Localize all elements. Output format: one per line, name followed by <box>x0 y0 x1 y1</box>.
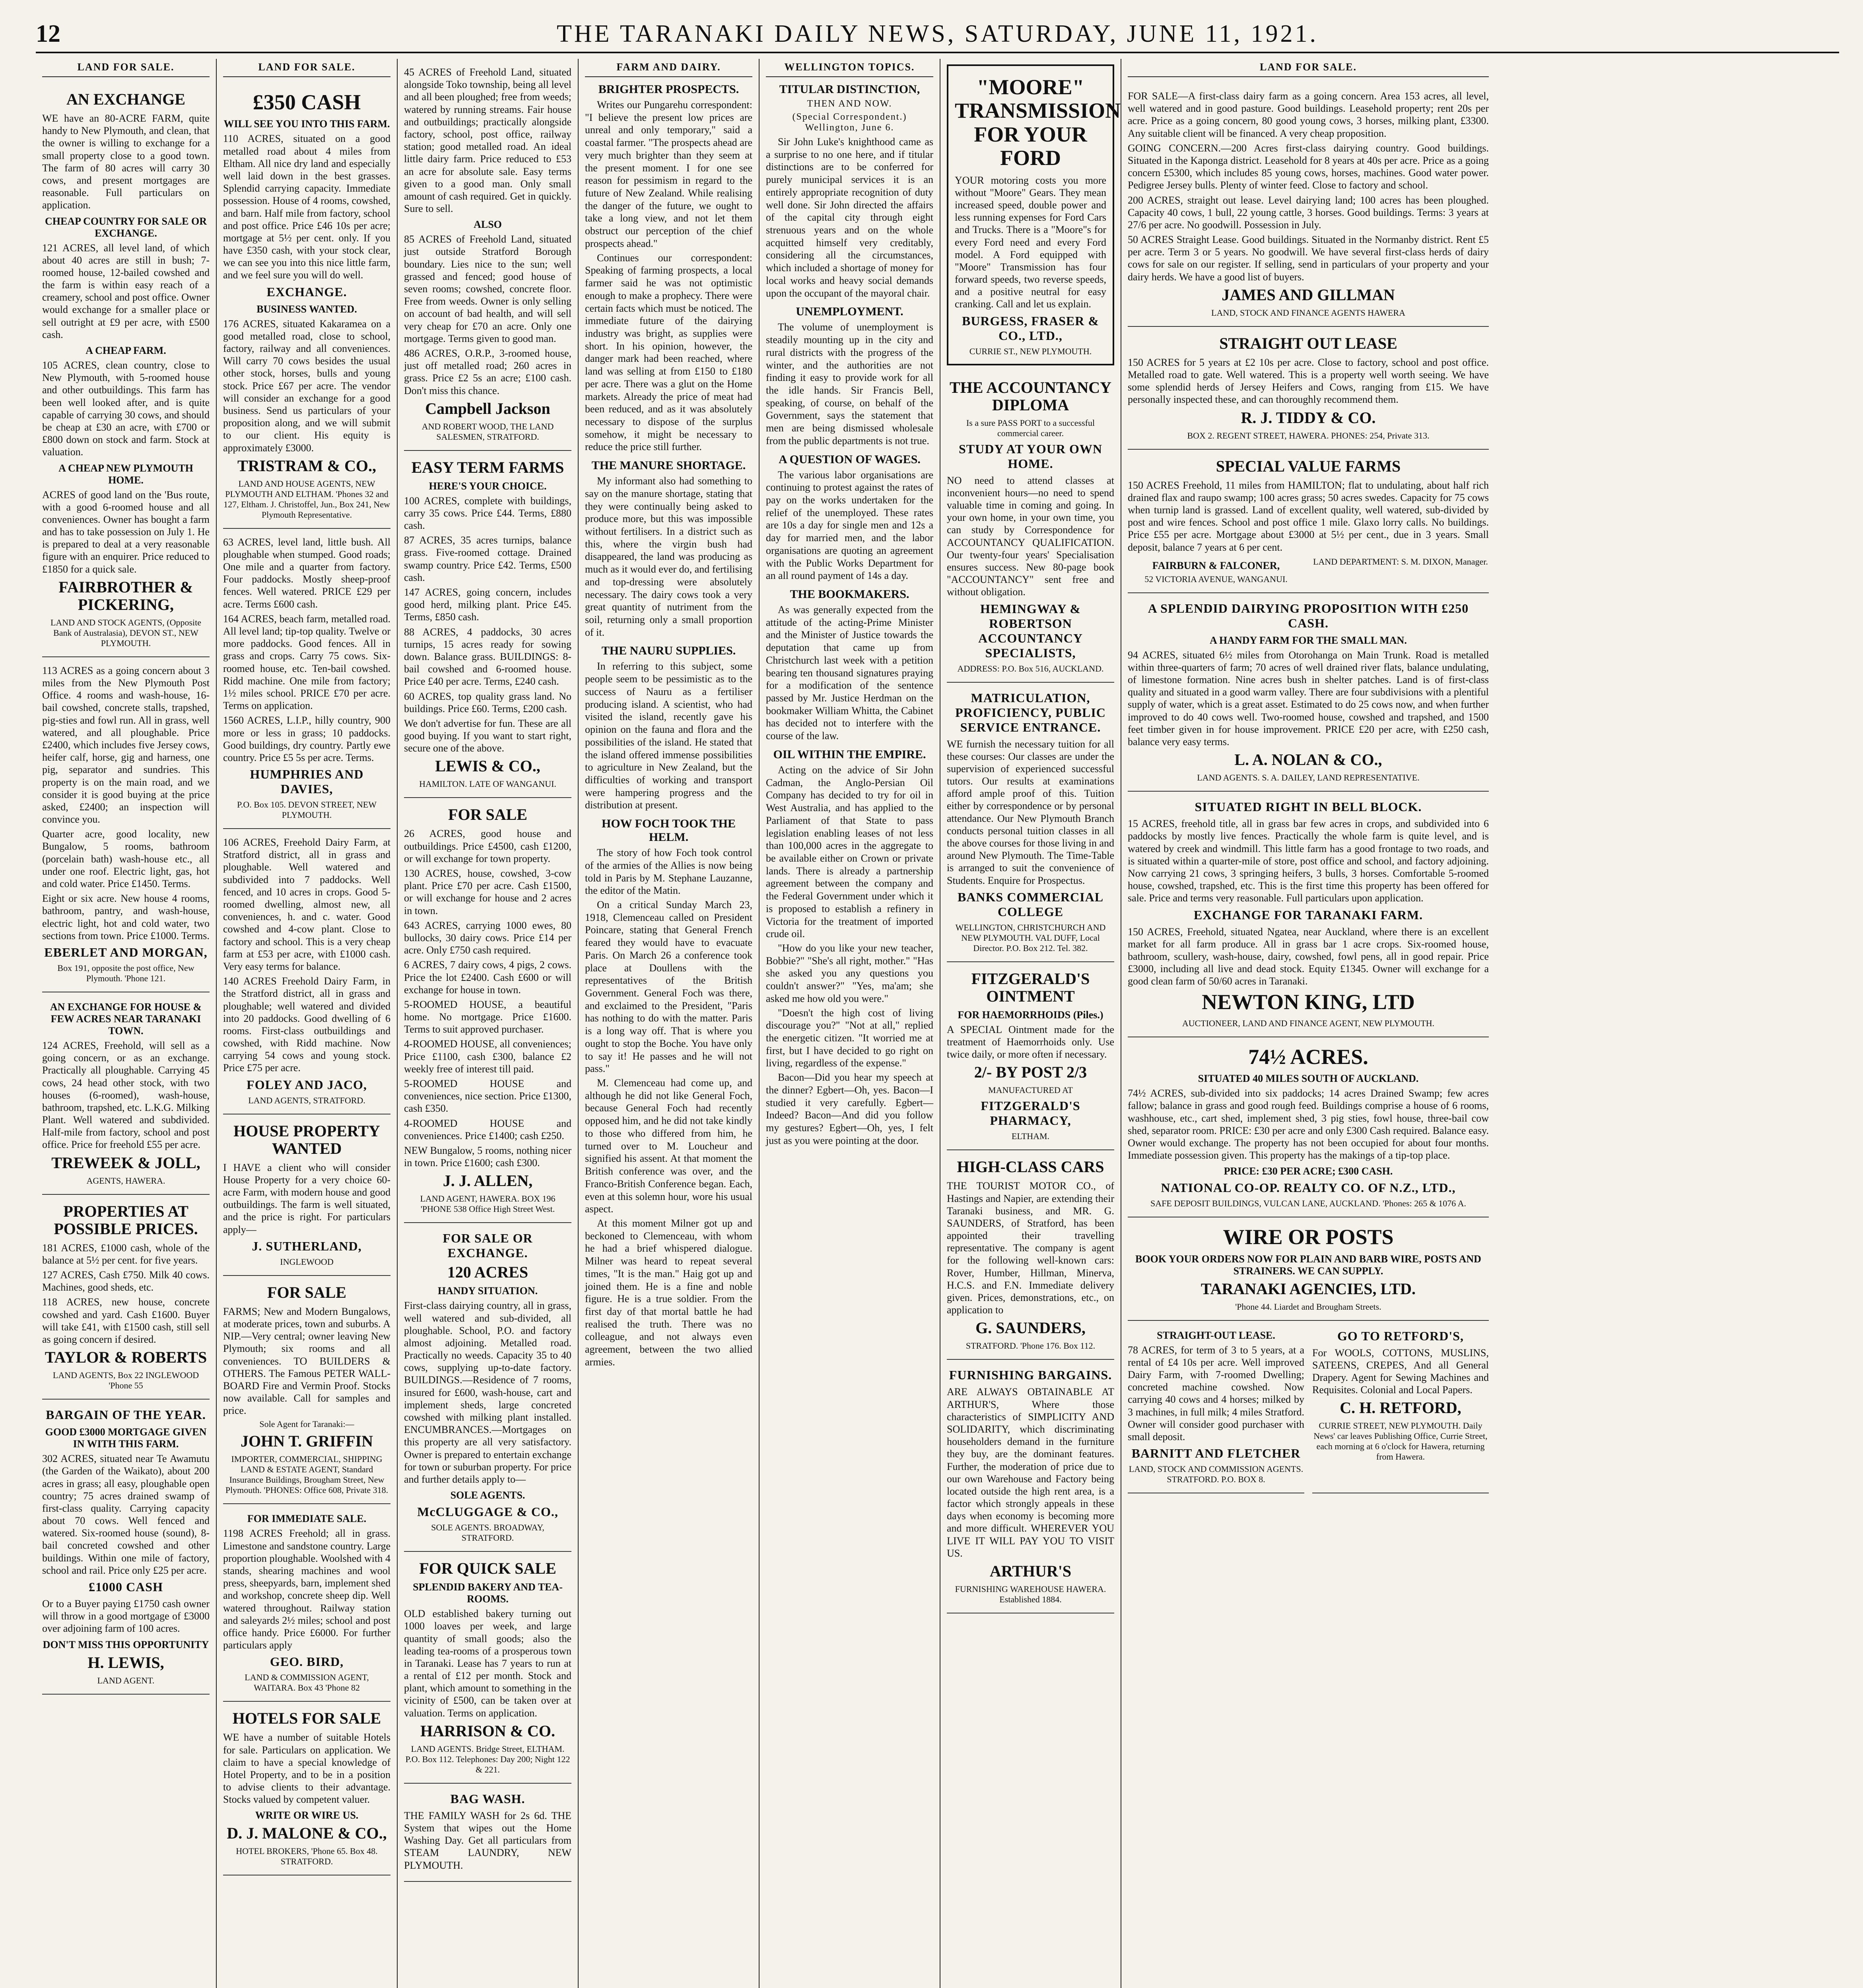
advert-title: SPECIAL VALUE FARMS <box>1216 457 1401 475</box>
article-paragraph: Continues our correspondent: Speaking of farming prospects, a local farmer said he was not optimistic enough to make a prophecy. There were certain facts which must be noticed. The immediate future of the dairying industry was bright, as supplies were short. In his opinion, however, the danger mark had been reached, where land was selling at from £150 to £180 per acre. There was a glut on the Home markets. Already the price of meat had been reduced, and as it was absolutely necessary to dispose of the surplus somehow, it might be necessary to reduce the price still further. <box>585 252 752 453</box>
advert <box>223 83 390 529</box>
advert <box>947 371 1114 683</box>
advert-subtitle: ALSO <box>474 219 502 231</box>
masthead <box>36 16 1839 53</box>
article-heading: OIL WITHIN THE EMPIRE. <box>773 747 926 761</box>
agent-name: BANKS COMMERCIAL COLLEGE <box>957 889 1104 919</box>
agent-name: McCLUGGAGE & CO., <box>417 1505 558 1519</box>
advert-title: BARGAIN OF THE YEAR. <box>46 1408 206 1422</box>
agent-name: TARANAKI AGENCIES, LTD. <box>1201 1279 1416 1298</box>
advert-subtitle: HANDY SITUATION. <box>437 1285 538 1297</box>
agent-address: AND ROBERT WOOD, THE LAND SALESMEN, STRATFORD. <box>422 421 554 442</box>
article-paragraph: My informant also had something to say on the manure shortage, stating that they were continually being asked to produce more, but this was impossible without fertilisers. In a district such as this, where the virgin bush had disappeared, the land was producing as much as it would ever do, and fertilising and top-dressing were absolutely necessary. The dairy cows took a very great quantity of nutriment from the soil, returning only a small proportion of it. <box>585 475 752 638</box>
advert-text: 643 ACRES, carrying 1000 ewes, 80 bullocks, 30 dairy cows. Price £14 per acre. Only £750 cash required. <box>404 919 571 956</box>
article-paragraph: The volume of unemployment is steadily mounting up in the city and rural districts with the progress of the winter, and the authorities are not finding it easy to provide work for all the idle hands. Sir Francis Bell, speaking, of course, on behalf of the Government, says the statement that men are being dismissed wholesale from the public departments is not true. <box>766 321 933 447</box>
agent-address: HAMILTON. LATE OF WANGANUI. <box>419 779 556 789</box>
article-byline: (Special Correspondent.) Wellington, June 6. <box>792 112 907 133</box>
article-paragraph: "Doesn't the high cost of living discourage you?" "Not at all," replied the energetic citizen. "It worried me at first, but I have decided to go right on living, regardless of the expense." <box>766 1007 933 1069</box>
advert <box>223 829 390 1114</box>
article-paragraph: On a critical Sunday March 23, 1918, Clemenceau called on President Poincare, stating that General French feared they would have to evacuate Paris. On March 26 a conference took place at Doullens with the representatives of the British Government. General Foch was there, and exclaimed to the President, "Paris has nothing to do with the matter. Paris is a long way off. That is where you ought to stop the Boche. You have only to say it! He passes and he will not pass." <box>585 899 752 1075</box>
column-5 <box>760 59 940 1988</box>
agent-name: GEO. BIRD, <box>270 1654 344 1669</box>
advert <box>404 1784 571 1882</box>
advert-text: 85 ACRES of Freehold Land, situated just outside Stratford Borough boundary. Lies nice to the sun; well grassed and fenced; good house of seven rooms; cowshed, concrete floor. Free from weeds. Owner is only selling on account of bad health, and will sell very cheap for £70 an acre. Only one mortgage. Terms given to good man. <box>404 233 571 344</box>
advert-subtitle: PRICE: £30 PER ACRE; £300 CASH. <box>1224 1165 1393 1177</box>
advert-title: EASY TERM FARMS <box>411 458 564 476</box>
advert-title: HOUSE PROPERTY WANTED <box>233 1122 380 1157</box>
advert-text: 1198 ACRES Freehold; all in grass. Limestone and sandstone country. Large proportion ploughable. Woolshed with 4 stands, shearing machines and wool press, sheepyards, barn, implement shed and workshop, concrete sheep dip. Well watered throughout. Railway station and saleyards 2½ miles; school and post office handy. Price £6000. For further particulars apply <box>223 1528 390 1651</box>
column-6 <box>940 59 1121 1988</box>
article-paragraph: "How do you like your new teacher, Bobbie?" "She's all right, mother." "Has she asked you any questions you couldn't answer?" "Yes, ma'am; she asked me how old you were." <box>766 942 933 1004</box>
advert <box>947 1150 1114 1360</box>
advert-text: Or to a Buyer paying £1750 cash owner will throw in a good mortgage of £3000 over adjoining farm of 100 acres. <box>42 1598 210 1635</box>
column-heading: LAND FOR SALE. <box>1128 59 1489 77</box>
advert-text: OLD established bakery turning out 1000 loaves per week, and large quantity of small goods; also the leading tea-rooms of a prosperous town in Taranaki. Lease has 7 years to run at a rental of £12 per month. Stock and plant, which amount to something in the vicinity of £500, can be taken over at valuation. Terms on application. <box>404 1608 571 1719</box>
advert-subtitle: AN EXCHANGE FOR HOUSE & FEW ACRES NEAR TARANAKI TOWN. <box>50 1001 202 1037</box>
agent-address: IMPORTER, COMMERCIAL, SHIPPING LAND & ESTATE AGENT, Standard Insurance Buildings, Brougham Street, New Plymouth. 'PHONES: Office 608, Private 318. <box>225 1454 389 1495</box>
advert-title: FOR SALE <box>267 1283 346 1301</box>
advert-text: 121 ACRES, all level land, of which about 40 acres are still in bush; 7-roomed house, 12-bailed cowshed and the farm is within easy reach of a creamery, school and post office. Owner would exchange for a smaller place or sell outright at £9 per acre, with £500 cash. <box>42 242 210 340</box>
article-paragraph: M. Clemenceau had come up, and although he did not like General Foch, because General Foch had recently opposed him, and he did not take kindly to those who differed from him, he turned over to M. Loucheur and signified his assent. At that moment the British conference was over, and the Franco-British Conference began. Each, even at this solemn hour, wore his usual aspect. <box>585 1077 752 1215</box>
agent-address: LAND AGENT, HAWERA. BOX 196 'PHONE 538 Office High Street West. <box>420 1194 556 1214</box>
advert-text: 181 ACRES, £1000 cash, whole of the balance at 5½ per cent. for five years. <box>42 1242 210 1266</box>
advert <box>223 1276 390 1505</box>
advert-title: HIGH-CLASS CARS <box>957 1158 1104 1176</box>
advert-text: GOING CONCERN.—200 Acres first-class dairying country. Good buildings. Situated in the Kaponga district. Leasehold for 8 years at 40s per acre. Price as a going concern £5300, which includes 85 young cows, horses, machines. Good water power. Pedigree Jersey bulls. Plenty of winter feed. Close to factory and school. <box>1128 142 1489 191</box>
advert-title: FITZGERALD'S OINTMENT <box>971 969 1090 1005</box>
advert-text: 113 ACRES as a going concern about 3 miles from the New Plymouth Post Office. 4 rooms and wash-house, 16-bail cowshed, concrete stalls, trapshed, pig-sties and fowl run. All in grass, well watered, and all ploughable. Price £2400, which includes five Jersey cows, heifer calf, horse, gig and harness, one pig, separator and sundries. This property is on the main road, and we consider it is good buying at the price asked, £2400; an inspection will convince you. <box>42 664 210 825</box>
advert-title: FOR QUICK SALE <box>419 1559 556 1578</box>
article-heading: THE BOOKMAKERS. <box>790 588 909 601</box>
advert-subtitle: FOR IMMEDIATE SALE. <box>247 1513 367 1525</box>
agent-name: EBERLET AND MORGAN, <box>44 945 208 959</box>
advert <box>947 1360 1114 1613</box>
advert <box>1128 83 1489 327</box>
advert-subtitle: WILL SEE YOU INTO THIS FARM. <box>223 118 390 130</box>
agent-name: FAIRBURN & FALCONER, <box>1152 559 1280 571</box>
article-heading: TITULAR DISTINCTION, <box>779 83 920 96</box>
article-heading: THE NAURU SUPPLIES. <box>601 644 736 658</box>
advert-text: First-class dairying country, all in grass, well watered and sub-divided, all ploughable. School, P.O. and factory almost adjoining. Metalled road. Practically no weeds. Capacity 35 to 40 cows, supplying up-to-date factory. BUILDINGS.—Residence of 7 rooms, insured for £600, wash-house, cart and implement sheds, large concreted cowshed with milking plant installed. ENCUMBRANCES.—Mortgages on this property are all very satisfactory. Owner is prepared to entertain exchange for town or suburban property. For price and further details apply to— <box>404 1300 571 1485</box>
article-paragraph: At this moment Milner got up and beckoned to Clemenceau, with whom he had a brief whispered dialogue. Milner was heard to repeat several times, "It is the man." Haig got up and joined them. He is a fine and noble figure. He is a true soldier. From the first day of that mortal battle he had realised the truth. There was no colleague, and not always even agreement, between the two allied armies. <box>585 1217 752 1368</box>
agent-name: LEWIS & CO., <box>435 757 540 775</box>
advert-text: WE furnish the necessary tuition for all these courses: Our classes are under the supervision of experienced successful tutors. Our results at examinations afford ample proof of this. Tuition either by correspondence or by personal attendance. Our New Plymouth Branch conducts personal tuition classes in all the above courses for those living in and around New Plymouth. The Time-Table is arranged to suit the convenience of Students. Enquire for Prospectus. <box>947 738 1114 886</box>
advert <box>223 529 390 829</box>
agent-address: FURNISHING WAREHOUSE HAWERA. Established 1884. <box>955 1584 1106 1604</box>
agent-address: LAND AGENTS. S. A. DAILEY, LAND REPRESENTATIVE. <box>1197 773 1420 783</box>
article-heading: A QUESTION OF WAGES. <box>779 452 921 466</box>
advert-text: 50 ACRES Straight Lease. Good buildings. Situated in the Normanby district. Rent £5 per acre. Term 3 or 5 years. No goodwill. We have several first-class herds of dairy cows for sale on our register. If selling, send in particulars of your property and your dairy herds. We have a good list of buyers. <box>1128 234 1489 283</box>
advert-text: Quarter acre, good locality, new Bungalow, 5 rooms, bathroom (porcelain bath) wash-house etc., all under one roof. Electric light, gas, hot and cold water. Price £1450. Terms. <box>42 828 210 889</box>
advert-title: STRAIGHT OUT LEASE <box>1219 334 1397 352</box>
advert-note: Is a sure PASS PORT to a successful commercial career. <box>966 417 1095 438</box>
advert-title: EXCHANGE FOR TARANAKI FARM. <box>1193 907 1423 922</box>
agent-name: JOHN T. GRIFFIN <box>241 1432 373 1450</box>
advert-text: 124 ACRES, Freehold, will sell as a going concern, or as an exchange. Practically all ploughable. Carrying 45 cows, 24 head other stock, with two houses (6-roomed), wash-house, bathroom, trapshed, etc. L.K.G. Milking Plant. Well watered and subdivided. Half-mile from factory, school and post office. Price for freehold £55 per acre. <box>42 1039 210 1151</box>
agent-name: H. LEWIS, <box>87 1653 164 1672</box>
agent-name: TREWEEK & JOLL, <box>51 1153 200 1172</box>
advert-text: 127 ACRES, Cash £750. Milk 40 cows. Machines, good sheds, etc. <box>42 1269 210 1293</box>
advert-text: 5-ROOMED HOUSE and conveniences, nice section. Price £1300, cash £350. <box>404 1078 571 1114</box>
advert-text: 4-ROOMED HOUSE and conveniences. Price £1400; cash £250. <box>404 1117 571 1142</box>
advert-text: For WOOLS, COTTONS, MUSLINS, SATEENS, CREPES, And all General Drapery. Agent for Sewing Machines and Requisites. Colonial and Local Papers. <box>1312 1347 1489 1396</box>
advert-text: 106 ACRES, Freehold Dairy Farm, at Stratford district, all in grass and ploughable. Well watered and subdivided into 7 paddocks. Well fenced, and 10 acres in crops. Good 5-roomed dwelling, almost new, all conveniences, h. and c. water. Good cowshed and 4-cow plant. Close to factory and school. This is a very cheap farm at £53 per acre, with £1000 cash. Very easy terms for balance. <box>223 837 390 972</box>
advert-text: I HAVE a client who will consider House Property for a very choice 60-acre Farm, with modern house and good outbuildings. The farm is well situated, and the price is right. For particulars apply— <box>223 1161 390 1235</box>
agent-address: CURRIE STREET, NEW PLYMOUTH. Daily News' car leaves Publishing Office, Currie Street, each morning at 6 o'clock for Hawera, returning from Hawera. <box>1313 1421 1488 1462</box>
advert-subtitle: DON'T MISS THIS OPPORTUNITY <box>43 1639 209 1650</box>
advert-title: HOTELS FOR SALE <box>232 1709 381 1728</box>
agent-address: LAND AND STOCK AGENTS, (Opposite Bank of Australasia), DEVON ST., NEW PLYMOUTH. <box>50 617 202 648</box>
advert-text: 5-ROOMED HOUSE, a beautiful home. No mortgage. Price £1600. Terms to suit approved purchaser. <box>404 998 571 1035</box>
price-tag: 2/- BY POST 2/3 <box>974 1063 1087 1081</box>
advert-text: 78 ACRES, for term of 3 to 5 years, at a rental of £4 10s per acre. Well improved Dairy Farm, with 7-roomed Dwelling; concreted machine cowshed. Now carrying 40 cows and 4 horses; milked by 3 machines, in full milk; 4 miles Stratford. Owner will consider good purchaser with small deposit. <box>1128 1344 1304 1443</box>
advert-title: FURNISHING BARGAINS. <box>949 1368 1112 1382</box>
article-heading: HOW FOCH TOOK THE HELM. <box>601 817 736 844</box>
agent-address: AGENTS, HAWERA. <box>86 1175 165 1186</box>
advert <box>947 962 1114 1151</box>
advert-text: 45 ACRES of Freehold Land, situated alongside Toko township, being all level and all been ploughed; free from weeds; watered by running streams. Fair house and outbuildings; practically alongside factory, school, post office, railway station; good metalled road. An ideal little dairy farm. Price reduced to £53 an acre for absolute sale. Easy terms given to a good man. Only small amount of cash required. Get in quickly. Sure to sell. <box>404 66 571 215</box>
advert-text: 6 ACRES, 7 dairy cows, 4 pigs, 2 cows. Price the lot £2400. Cash £600 or will exchange for house in town. <box>404 959 571 996</box>
agent-address: WELLINGTON, CHRISTCHURCH AND NEW PLYMOUTH. VAL DUFF, Local Director. P.O. Box 212. Tel. 382. <box>955 922 1106 953</box>
agent-address: SAFE DEPOSIT BUILDINGS, VULCAN LANE, AUCKLAND. 'Phones: 265 & 1076 A. <box>1150 1198 1466 1209</box>
advert <box>404 1552 571 1784</box>
advert-text: 15 ACRES, freehold title, all in grass bar few acres in crops, and subdivided into 6 paddocks by mostly live fences. Practically the whole farm is quite level, and is watered by creek and windmill. This little farm has a good frontage to two roads, and is situated within a quarter-mile of store, post office and school, and factory adjoining. Now carrying 21 cows, 3 springing heifers, 3 bulls, 3 horses. Comfortable 5-roomed house, cowshed, trapshed, etc. This is the first time this property has been offered for sale. Price and terms very reasonable. Full particulars upon application. <box>1128 818 1489 904</box>
agent-name: NEWTON KING, LTD <box>1202 990 1415 1014</box>
advert-text: 94 ACRES, situated 6½ miles from Otorohanga on Main Trunk. Road is metalled within three-quarters of farm; 70 acres of well drained river flats, balance undulating, of limestone formation. Nine acres bush in shelter patches. Land is of first-class quality and situated in a good warm valley. There are four subdivisions with a plentiful supply of water, which is a great asset. Estimated to do 25 cows now, and when further improved to do 40 cows well. Two-roomed house, cowshed and trapshed, and 1500 feet timber given in for house improvement. PRICE £20 per acre, with £250 cash, balance very easy terms. <box>1128 649 1489 747</box>
advert <box>404 798 571 1223</box>
article-paragraph: As was generally expected from the attitude of the acting-Prime Minister and the Minister of Justice towards the deputation that came up from Christchurch last week with a petition bearing ten thousand signatures praying for a modification of the sentence passed by Mr. Justice Herdman on the bookmaker William Whitta, the Cabinet has decided not to interfere with the course of the law. <box>766 604 933 742</box>
advert-subtitle: SITUATED 40 MILES SOUTH OF AUCKLAND. <box>1198 1073 1419 1085</box>
agent-address: STRATFORD. 'Phone 176. Box 112. <box>965 1341 1096 1351</box>
agent-address: BOX 2. REGENT STREET, HAWERA. PHONES: 254, Private 313. <box>1187 430 1430 441</box>
advert-text: 150 ACRES, Freehold, situated Ngatea, near Auckland, where there is an excellent market for all farm produce. All in grass bar 1 acre crops. Six-roomed house, bathroom, scullery, wash-house, dairy, cowshed, fowl pens, all in good repair. Price £3000, including all live and dead stock. Equity £1345. Owner will exchange for a good clean farm of 50/60 acres in Taranaki. <box>1128 926 1489 987</box>
column-4 <box>579 59 760 1988</box>
advert-title: FOR SALE <box>448 806 527 824</box>
advert-text: WE have a number of suitable Hotels for sale. Particulars on application. We claim to have a special knowledge of Hotel Property, and to be in a position to advise clients to their advantage. Stocks valued by competent valuer. <box>223 1732 390 1806</box>
column-1 <box>36 59 217 1988</box>
advert-text: 63 ACRES, level land, little bush. All ploughable when stumped. Good roads; One mile and a quarter from factory. Four paddocks. Mostly sheep-proof fences. Well watered. PRICE £29 per acre. Terms £600 cash. <box>223 536 390 610</box>
article-paragraph: The story of how Foch took control of the armies of the Allies is now being told in Paris by M. Stephane Lauzanne, the editor of the Matin. <box>585 847 752 897</box>
column-heading: LAND FOR SALE. <box>42 59 210 77</box>
advert-subtitle: A CHEAP FARM. <box>85 345 166 356</box>
advert-text: 486 ACRES, O.R.P., 3-roomed house, just off metalled road; 260 acres in grass. Price £2 5s an acre; £100 cash. Don't miss this chance. <box>404 347 571 396</box>
advert-subtitle: A HANDY FARM FOR THE SMALL MAN. <box>1210 634 1407 646</box>
page-number: 12 <box>36 20 60 47</box>
agent-address: LAND AGENTS, STRATFORD. <box>248 1095 365 1105</box>
advert-title: FOR SALE OR EXCHANGE. <box>443 1231 533 1260</box>
advert-text: 105 ACRES, clean country, close to New Plymouth, with 5-roomed house and other outbuildings. This farm has been well looked after, and is quite capable of carrying 30 cows, and should be cheap at £30 an acre, with £700 or £800 down on stock and farm. Stock at valuation. <box>42 359 210 458</box>
advert-title: £350 CASH <box>253 90 361 114</box>
agent-address: LAND AND HOUSE AGENTS, NEW PLYMOUTH AND ELTHAM. 'Phones 32 and 127, Eltham. J. Christoffel, Jun., Box 241, New Plymouth Representative. <box>223 478 390 520</box>
advert <box>1128 1217 1489 1320</box>
advert <box>223 1504 390 1702</box>
agent-address: LAND AGENTS, Box 22 INGLEWOOD 'Phone 55 <box>52 1370 199 1391</box>
advert <box>1128 792 1489 1037</box>
agent-name: FITZGERALD'S PHARMACY, <box>981 1099 1080 1128</box>
agent-address: CURRIE ST., NEW PLYMOUTH. <box>969 346 1092 356</box>
agent-name: JAMES AND GILLMAN <box>1222 285 1395 304</box>
advert <box>1128 593 1489 792</box>
article-paragraph: Writes our Pungarehu correspondent: "I believe the present low prices are unreal and only temporary," said a coastal farmer. "The prospects ahead are very much brighter than they seem at the present moment. I for one see reason for pessimism in regard to the future of New Zealand. While realising the danger of the future, we ought to take a long view, and not let them obstruct our perception of the chief prospects ahead." <box>585 99 752 249</box>
agent-address: LAND, STOCK AND FINANCE AGENTS HAWERA <box>1211 307 1405 318</box>
advert-title: 74½ ACRES. <box>1248 1044 1368 1069</box>
advert-text: 118 ACRES, new house, concrete cowshed and yard. Cash £1600. Buyer will take £41, with £1500 cash, still sell as going concern if desired. <box>42 1296 210 1345</box>
agent-name: D. J. MALONE & CO., <box>227 1824 387 1842</box>
advert-text: 130 ACRES, house, cowshed, 3-cow plant. Price £70 per acre. Cash £1500, or will exchange for house and 2 acres in town. <box>404 868 571 916</box>
advert-subtitle: £1000 CASH <box>89 1580 163 1594</box>
advert <box>223 1702 390 1875</box>
masthead-title: THE TARANAKI DAILY NEWS, SATURDAY, JUNE 11, 1921. <box>557 20 1318 47</box>
advert-text: 150 ACRES Freehold, 11 miles from HAMILTON; flat to undulating, about half rich drained flax and raupo swamp; 100 acres grass; 50 acres swedes. Capacity for 75 cows when turnip land is grassed. Land of excellent quality, well watered, sub-divided by post and wire fences. School and post office 1 mile. Glaxo lorry calls. No buildings. Price £55 per acre. Mortgage about £3000 at 5½ per cent., due in 3 years. Small deposit, balance 7 years at 6 per cent. <box>1128 479 1489 553</box>
column-heading: LAND FOR SALE. <box>223 59 390 77</box>
advert-subtitle: 120 ACRES <box>447 1263 528 1281</box>
advert <box>404 59 571 451</box>
agent-name: BURGESS, FRASER & CO., LTD., <box>962 313 1100 343</box>
advert-text: 26 ACRES, good house and outbuildings. Price £4500, cash £1200, or will exchange for town property. <box>404 828 571 864</box>
advert <box>42 992 210 1195</box>
advert-text: Eight or six acre. New house 4 rooms, bathroom, pantry, and wash-house, electric light, hot and cold water, two sections from town. Price £1000. Terms. <box>42 893 210 942</box>
agent-name: FOLEY AND JACO, <box>247 1077 367 1092</box>
advert-text: 88 ACRES, 4 paddocks, 30 acres turnips, 15 acres ready for sowing down. Balance grass. BUILDINGS: 8-bail cowshed and 6-roomed house. Price £40 per acre. Terms, £240 cash. <box>404 626 571 687</box>
column-2 <box>217 59 398 1988</box>
advert-text: 176 ACRES, situated Kakaramea on a good metalled road, close to school, factory, railway and all conveniences. Will carry 70 cows besides the usual other stock, horses, bulls and young stock. Price £67 per acre. The vendor will consider an exchange for a good business. Send us particulars of your proposition along, and we will submit to our client. His equity is approximately £3000. <box>223 318 390 454</box>
agent-address: LAND AGENTS. Bridge Street, ELTHAM. P.O. Box 112. Telephones: Day 200; Night 122 & 221. <box>405 1743 570 1774</box>
agent-name: TAYLOR & ROBERTS <box>45 1348 207 1367</box>
advert-title: WIRE OR POSTS <box>1223 1225 1394 1249</box>
column-heading: FARM AND DAIRY. <box>585 59 752 77</box>
advert-text: 74½ ACRES, sub-divided into six paddocks; 14 acres Drained Swamp; few acres fallow; balance in grass and good rough feed. Buildings comprise a house of 6 rooms, washhouse, etc., cart shed, implement shed, 3 pig sties, fowl house, three-bail cow shed, separator room. PRICE: £30 per acre and only £300 Cash required. Balance easy. Owner would exchange. The property has not been occupied for about four months. Immediate possession given. This property has the makings of a tip-top place. <box>1128 1087 1489 1161</box>
advert-text: WE have an 80-ACRE FARM, quite handy to New Plymouth, and clean, that the owner is willing to exchange for a small property close to a good town. The farm of 80 acres will carry 30 cows, and present mortgages are reasonable. Full particulars on application. <box>42 113 210 211</box>
advert-text: 164 ACRES, beach farm, metalled road. All level land; tip-top quality. Twelve or more paddocks. Good fences. All in grass and crops. Carry 75 cows. Six-roomed house, etc. Ten-bail cowshed. Ridd machine. One mile from factory; 1½ miles school. PRICE £70 per acre. Terms on application. <box>223 613 390 712</box>
agent-name: R. J. TIDDY & CO. <box>1241 408 1376 427</box>
agent-name: HUMPHRIES AND DAVIES, <box>250 767 364 796</box>
advert-text: 150 ACRES for 5 years at £2 10s per acre. Close to factory, school and post office. Metalled road to gate. Well watered. This is a property well worth seeing. We have some splendid herds of Jersey Heifers and Cows, ranging from £15. We have personally inspected these, and can thoroughly recommend them. <box>1128 356 1489 406</box>
advert-note: Sole Agent for Taranaki:— <box>259 1419 354 1429</box>
agent-address: HOTEL BROKERS, 'Phone 65. Box 48. STRATFORD. <box>236 1846 378 1867</box>
advert-text: 110 ACRES, situated on a good metalled road about 4 miles from Eltham. All nice dry land and especially well laid down in the best grasses. Splendid carrying capacity. Immediate possession. House of 4 rooms, cowshed, and barn. Half mile from factory, school and post office. Price £46 10s per acre; mortgage at 5½ per cent. only. If you have £350 cash, with your stock clear, we can see you into this nice little farm, and we feel sure you will do well. <box>223 133 390 281</box>
agent-department: LAND DEPARTMENT: S. M. DIXON, Manager. <box>1313 556 1488 567</box>
article-paragraph: The various labor organisations are continuing to protest against the rates of pay on the works undertaken for the relief of the unemployed. These rates are 10s a day for single men and 12s a day for married men, and the labor organisations are quoting an agreement with the Public Works Department for an all round payment of 14s a day. <box>766 469 933 582</box>
agent-address: INGLEWOOD <box>280 1256 334 1267</box>
advert-subtitle: BUSINESS WANTED. <box>256 303 357 315</box>
advert-title: SITUATED RIGHT IN BELL BLOCK. <box>1195 800 1422 814</box>
column-heading: WELLINGTON TOPICS. <box>766 59 933 77</box>
advert <box>1128 327 1489 450</box>
advert-title: "MOORE" TRANSMISSION FOR YOUR FORD <box>955 75 1121 170</box>
advert-text: YOUR motoring costs you more without "Moore" Gears. They mean increased speed, double power and less running expenses for Ford Cars and Trucks. There is a "Moore"s for every Ford need and every Ford model. A Ford equipped with "Moore" Transmission has four forward speeds, two reverse speeds, and a positive neutral for easy cranking. Call and let us explain. <box>955 174 1106 310</box>
article-heading: BRIGHTER PROSPECTS. <box>598 83 739 96</box>
advert <box>42 83 210 657</box>
advert-text: 87 ACRES, 35 acres turnips, balance grass. Five-roomed cottage. Drained swamp country. Price £42. Terms, £500 cash. <box>404 534 571 583</box>
agent-address: 'Phone 44. Liardet and Brougham Streets. <box>1235 1301 1381 1312</box>
article-paragraph: Acting on the advice of Sir John Cadman, the Anglo-Persian Oil Company has decided to try for oil in West Australia, and has applied to the Parliament of that State to pass legislation enabling leases of not less than 100,000 acres in the aggregate to be available either on Crown or private lands. There is already a partnership agreement between the company and the Federal Government under which it is proposed to establish a refinery in Victoria for the treatment of imported crude oil. <box>766 764 933 940</box>
advert-text: 60 ACRES, top quality grass land. No buildings. Price £60. Terms, £200 cash. <box>404 690 571 714</box>
agent-name: G. SAUNDERS, <box>975 1319 1086 1337</box>
advert-text: FOR SALE—A first-class dairy farm as a going concern. Area 153 acres, all level, well watered and in good pasture. Good buildings. Leasehold property; rent 20s per acre. Price as a going concern, 80 good young cows, 3 horses, milking plant, £3300. Any suitable client will be financed. A very cheap proposition. <box>1128 90 1489 139</box>
advert-text: 1560 ACRES, L.I.P., hilly country, 900 more or less in grass; 10 paddocks. Good buildings, dry country. Partly ewe country. Price £5 5s per acre. Terms. <box>223 714 390 763</box>
agent-name: J. J. ALLEN, <box>443 1172 533 1190</box>
advert-subtitle: BOOK YOUR ORDERS NOW FOR PLAIN AND BARB WIRE, POSTS AND STRAINERS. WE CAN SUPPLY. <box>1135 1253 1481 1277</box>
article-heading: UNEMPLOYMENT. <box>796 305 903 318</box>
advert-subtitle: STUDY AT YOUR OWN HOME. <box>958 441 1103 471</box>
agent-address: 52 VICTORIA AVENUE, WANGANUI. <box>1144 574 1288 584</box>
advert-text: We don't advertise for fun. These are all good buying. If you want to start right, secure one of the above. <box>404 717 571 754</box>
advert-text: NEW Bungalow, 5 rooms, nothing nicer in town. Price £1600; cash £300. <box>404 1144 571 1169</box>
advert <box>1312 1321 1489 1494</box>
agent-name: HARRISON & CO. <box>420 1722 555 1740</box>
advert-subtitle: WRITE OR WIRE US. <box>255 1809 359 1821</box>
column-3 <box>398 59 579 1988</box>
advert-text: 147 ACRES, going concern, includes good herd, milking plant. Price £45. Terms, £850 cash. <box>404 586 571 623</box>
agent-name: BARNITT AND FLETCHER <box>1131 1446 1301 1461</box>
advert-title: AN EXCHANGE <box>66 90 185 108</box>
advert-subtitle: A CHEAP NEW PLYMOUTH HOME. <box>58 462 193 486</box>
agent-address: P.O. Box 105. DEVON STREET, NEW PLYMOUTH. <box>237 800 377 820</box>
advert-text: NO need to attend classes at inconvenient hours—no need to spend valuable time in coming and going. In your own home, in your own time, you can study by Correspondence for ACCOUNTANCY QUALIFICATION. Our twenty-four years' Specialisation ensures success. New 80-page book "ACCOUNTANCY" sent free and without obligation. <box>947 474 1114 598</box>
agent-address: LAND AGENT. <box>97 1675 155 1685</box>
advert-note: MANUFACTURED AT <box>988 1085 1073 1095</box>
agent-name: TRISTRAM & CO., <box>237 456 376 475</box>
agent-address: ELTHAM. <box>1011 1131 1050 1142</box>
agent-address: AUCTIONEER, LAND AND FINANCE AGENT, NEW PLYMOUTH. <box>1182 1018 1435 1028</box>
advert-subtitle: SPLENDID BAKERY AND TEA-ROOMS. <box>413 1581 563 1605</box>
advert <box>404 1223 571 1552</box>
agent-name: C. H. RETFORD, <box>1340 1399 1461 1417</box>
article-paragraph: Bacon—Did you hear my speech at the dinner? Egbert—Oh, yes. Bacon—I studied it very carefully. Egbert—Indeed? Bacon—And did you follow my gestures? Egbert—Oh, yes, I felt just as you were pointing at the door. <box>766 1072 933 1146</box>
advert-subtitle: FOR HAEMORRHOIDS (Piles.) <box>958 1009 1103 1021</box>
agent-name: L. A. NOLAN & CO., <box>1234 751 1382 769</box>
advert <box>42 1195 210 1400</box>
advert-text: ARE ALWAYS OBTAINABLE AT ARTHUR'S, Where those characteristics of SIMPLICITY AND SOLIDARITY, which discriminating householders demand in the furniture they buy, are the dominant features. Further, the moderation of price due to our own Warehouse and Factory being located outside the high rent area, is a factor which strongly appeals in these days when economy is becoming more and more difficult. WHEREVER YOU LIVE IT WILL PAY YOU TO VISIT US. <box>947 1386 1114 1559</box>
advert-text: 200 ACRES, straight out lease. Level dairying land; 100 acres has been ploughed. Capacity 40 cows, 1 bull, 22 young cattle, 3 horses. Good buildings. Terms: 3 years at 27/6 per acre. No goodwill. Possession in July. <box>1128 194 1489 231</box>
advert <box>947 683 1114 962</box>
advert <box>223 1114 390 1276</box>
advert-text: 302 ACRES, situated near Te Awamutu (the Garden of the Waikato), about 200 acres in grass; all easy, ploughable open country; 75 acres drained swamp of first-class quality. Carrying capacity about 70 cows. Well fenced and watered. Six-roomed house (sound), 8-bail concreted cowshed and other buildings. Within one mile of factory, school and rail. Price only £25 per acre. <box>42 1453 210 1576</box>
advert-text: FARMS; New and Modern Bungalows, at moderate prices, town and suburbs. A NIP.—Very central; owner leaving New Plymouth; six rooms and all conveniences. TO BUILDERS & OTHERS. The Famous PETER WALL-BOARD Fire and Vermin Proof. Stocks now available. Call for samples and price. <box>223 1305 390 1417</box>
advert-text: 4-ROOMED HOUSE, all conveniences; Price £1100, cash £300, balance £2 weekly free of interest till paid. <box>404 1038 571 1075</box>
advert-text: 140 ACRES Freehold Dairy Farm, in the Stratford district, all in grass and ploughable; well watered and divided into 20 paddocks. Good dwelling of 6 rooms. First-class outbuildings and cowshed, with Ridd machine. Now carrying 54 cows and young stock. Price £75 per acre. <box>223 975 390 1074</box>
agent-name: FAIRBROTHER & PICKERING, <box>58 578 193 613</box>
advert-subtitle: CHEAP COUNTRY FOR SALE OR EXCHANGE. <box>45 215 207 239</box>
article-heading: THE MANURE SHORTAGE. <box>591 459 746 472</box>
advert-text: 100 ACRES, complete with buildings, carry 35 cows. Price £44. Terms, £880 cash. <box>404 495 571 532</box>
advert-subtitle: EXCHANGE. <box>266 284 347 299</box>
advert-subtitle: GOOD £3000 MORTGAGE GIVEN IN WITH THIS FARM. <box>45 1426 207 1450</box>
column-7 <box>1121 59 1495 1988</box>
advert <box>404 451 571 798</box>
agent-address: LAND & COMMISSION AGENT, WAITARA. Box 43 'Phone 82 <box>245 1672 369 1693</box>
agent-name: J. SUTHERLAND, <box>252 1239 362 1253</box>
agent-address: SOLE AGENTS. BROADWAY, STRATFORD. <box>431 1522 544 1543</box>
article-subheading: THEN AND NOW. <box>807 99 892 109</box>
advert-title: A SPLENDID DAIRYING PROPOSITION WITH £250 CASH. <box>1148 601 1469 630</box>
agent-name: NATIONAL CO-OP. REALTY CO. OF N.Z., LTD., <box>1161 1180 1456 1195</box>
agent-name: HEMINGWAY & ROBERTSON ACCOUNTANCY SPECIALISTS, <box>978 601 1083 660</box>
advert <box>1128 1037 1489 1218</box>
advert-title: PROPERTIES AT POSSIBLE PRICES. <box>54 1202 198 1238</box>
advert-title: THE ACCOUNTANCY DIPLOMA <box>949 378 1112 414</box>
advert <box>947 64 1121 365</box>
article-paragraph: In referring to this subject, some people seem to be pessimistic as to the success of Nauru as a fertiliser producing island. A scientist, who had visited the island, recently gave his opinion on the fauna and flora and the possibilities of the island. He stated that the island offered immense possibilities to agriculture in New Zealand, but the difficulties of working and transport were hampering progress and the distribution at present. <box>585 660 752 811</box>
advert-title: STRAIGHT-OUT LEASE. <box>1157 1329 1275 1341</box>
advert <box>1128 1321 1304 1494</box>
advert-text: ACRES of good land on the 'Bus route, with a good 6-roomed house and all conveniences. Owner has bought a farm and has to take possession on July 1. He is prepared to deal at a very reasonable figure with an enquirer. Price reduced to £1850 for a quick sale. <box>42 489 210 575</box>
agent-address: LAND, STOCK AND COMMISSION AGENTS. STRATFORD. P.O. BOX 8. <box>1129 1464 1304 1485</box>
advert-text: THE TOURIST MOTOR CO., of Hastings and Napier, are extending their Taranaki business, and MR. G. SAUNDERS, of Stratford, has been appointed their travelling representative. The company is agent for the following well-known cars: Rover, Humber, Hillman, Minerva, H.C.S. and F.N. Immediate delivery given. Prices, demonstrations, etc., on application to <box>947 1180 1114 1316</box>
advert-title: MATRICULATION, PROFICIENCY, PUBLIC SERVICE ENTRANCE. <box>955 690 1106 734</box>
advert-subtitle: HERE'S YOUR CHOICE. <box>429 480 547 492</box>
advert-text: A SPECIAL Ointment made for the treatment of Haemorrhoids only. Use twice daily, or more often if necessary. <box>947 1023 1114 1060</box>
advert-title: BAG WASH. <box>450 1791 525 1806</box>
agent-address: Box 191, opposite the post office, New Plymouth. 'Phone 121. <box>57 963 194 983</box>
advert <box>42 1400 210 1694</box>
advert-subtitle: SOLE AGENTS. <box>450 1489 525 1501</box>
advert-title: GO TO RETFORD'S, <box>1337 1328 1464 1343</box>
advert <box>42 657 210 992</box>
advert <box>1128 450 1489 593</box>
article-paragraph: Sir John Luke's knighthood came as a surprise to no one here, and if titular distinctions are to be conferred for purely municipal services it is an entirely appropriate recognition of duty well done. Sir John directed the affairs of the capital city through eight strenuous years and on the whole acquitted himself very creditably, considering all the circumstances, which included a shortage of money for local works and heavy social demands upon the occupant of the mayoral chair. <box>766 136 933 299</box>
agent-address: ADDRESS: P.O. Box 516, AUCKLAND. <box>957 663 1104 674</box>
agent-name: Campbell Jackson <box>425 399 550 417</box>
agent-name: ARTHUR'S <box>989 1562 1072 1580</box>
advert-text: THE FAMILY WASH for 2s 6d. THE System that wipes out the Home Washing Day. Get all particulars from STEAM LAUNDRY, NEW PLYMOUTH. <box>404 1809 571 1871</box>
